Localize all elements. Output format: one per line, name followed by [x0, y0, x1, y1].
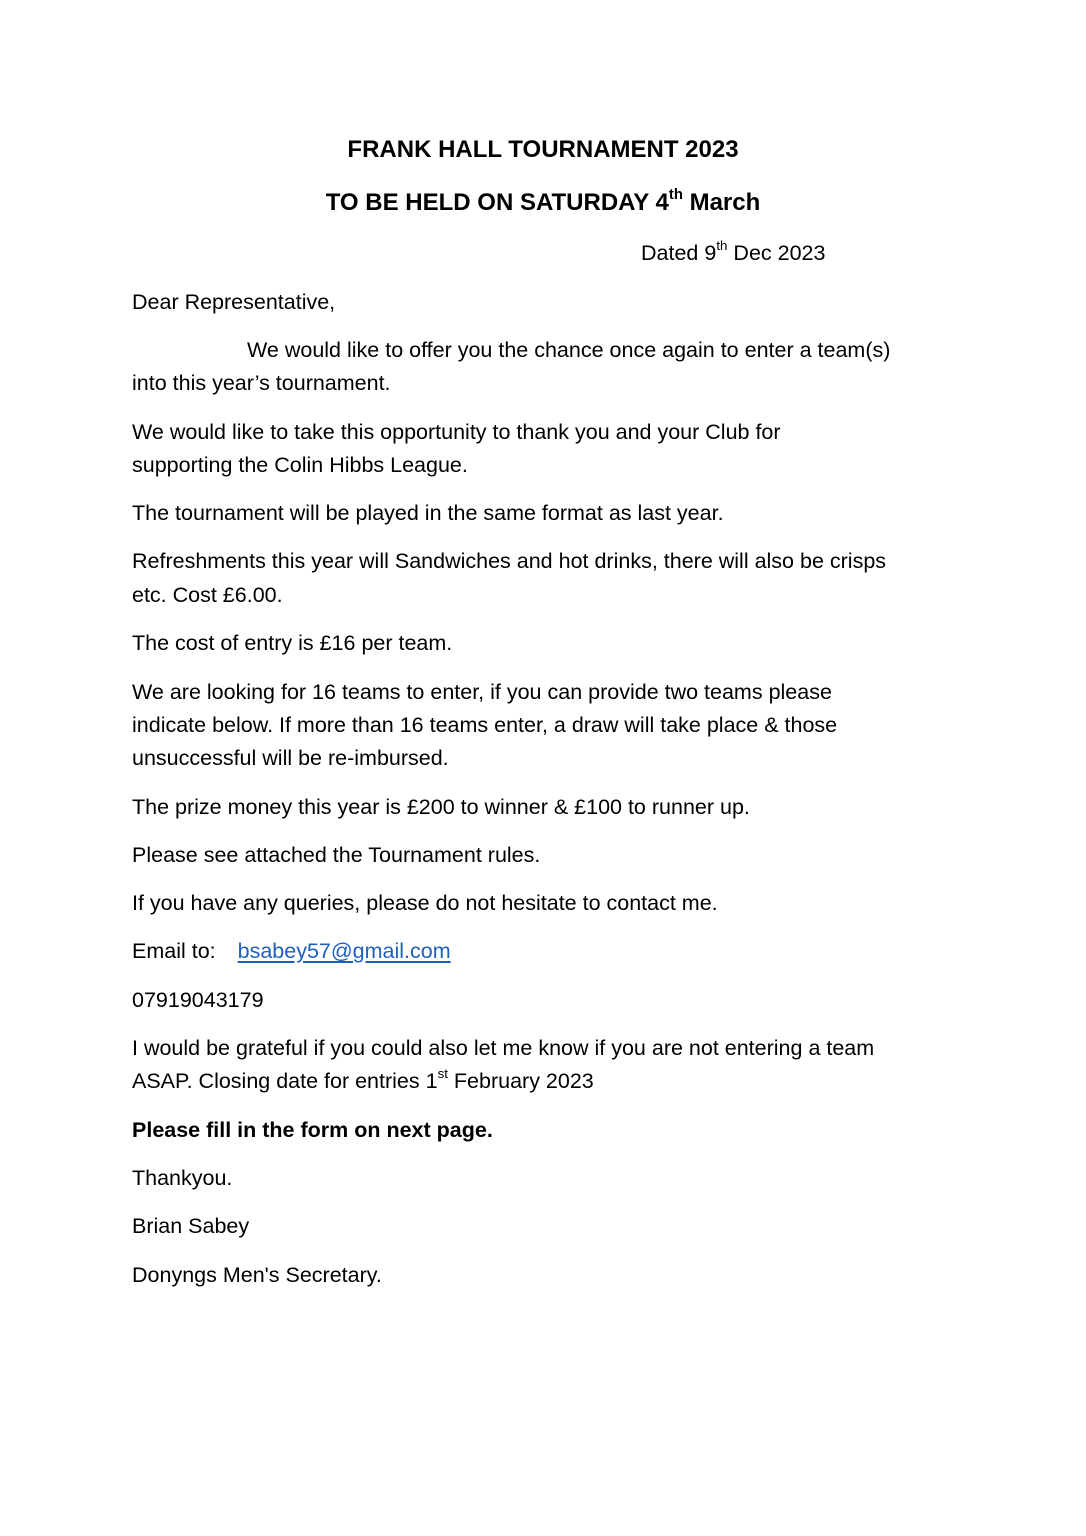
paragraph-6-line-2: indicate below. If more than 16 teams enter, a draw will take place & those — [132, 713, 838, 737]
signature-title: Donyngs Men's Secretary. — [132, 1263, 382, 1287]
paragraph-5: The cost of entry is £16 per team. — [132, 631, 453, 655]
signature-name: Brian Sabey — [132, 1214, 250, 1238]
paragraph-7: The prize money this year is £200 to winner & £100 to runner up. — [132, 795, 750, 819]
paragraph-4-line-2: etc. Cost £6.00. — [132, 583, 283, 607]
paragraph-6-line-1: We are looking for 16 teams to enter, if you can provide two teams please — [132, 680, 832, 704]
salutation: Dear Representative, — [132, 290, 336, 314]
paragraph-2-line-2: supporting the Colin Hibbs League. — [132, 453, 468, 477]
paragraph-9: If you have any queries, please do not hesitate to contact me. — [132, 891, 718, 915]
paragraph-4-line-1: Refreshments this year will Sandwiches and hot drinks, there will also be crisps — [132, 549, 887, 573]
email-row — [132, 941, 451, 963]
paragraph-8: Please see attached the Tournament rules. — [132, 843, 541, 867]
paragraph-10-line-2: ASAP. Closing date for entries 1st February 2023 — [132, 1065, 594, 1093]
paragraph-1-line-1: We would like to offer you the chance once again to enter a team(s) — [247, 338, 891, 362]
paragraph-1-line-2: into this year’s tournament. — [132, 371, 391, 395]
paragraph-6-line-3: unsuccessful will be re-imbursed. — [132, 746, 449, 770]
paragraph-10-line-1: I would be grateful if you could also let me know if you are not entering a team — [132, 1036, 875, 1060]
paragraph-3: The tournament will be played in the same format as last year. — [132, 501, 724, 525]
document-subtitle — [0, 186, 1086, 217]
subtitle-month: March — [682, 189, 761, 216]
document-title — [0, 136, 1086, 164]
letter-date: Dated 9th Dec 2023 — [641, 237, 826, 265]
form-instruction: Please fill in the form on next page. — [132, 1118, 493, 1142]
closing: Thankyou. — [132, 1166, 233, 1190]
subtitle-ordinal: th — [668, 186, 683, 203]
paragraph-2-line-1: We would like to take this opportunity to thank you and your Club for — [132, 420, 781, 444]
email-link[interactable]: bsabey57@gmail.com — [237, 939, 451, 963]
phone-number: 07919043179 — [132, 988, 264, 1012]
email-label: Email to: — [132, 939, 216, 963]
title-line-1: FRANK HALL TOURNAMENT 2023 — [347, 136, 739, 163]
subtitle-text: TO BE HELD ON SATURDAY 4 — [325, 189, 669, 216]
